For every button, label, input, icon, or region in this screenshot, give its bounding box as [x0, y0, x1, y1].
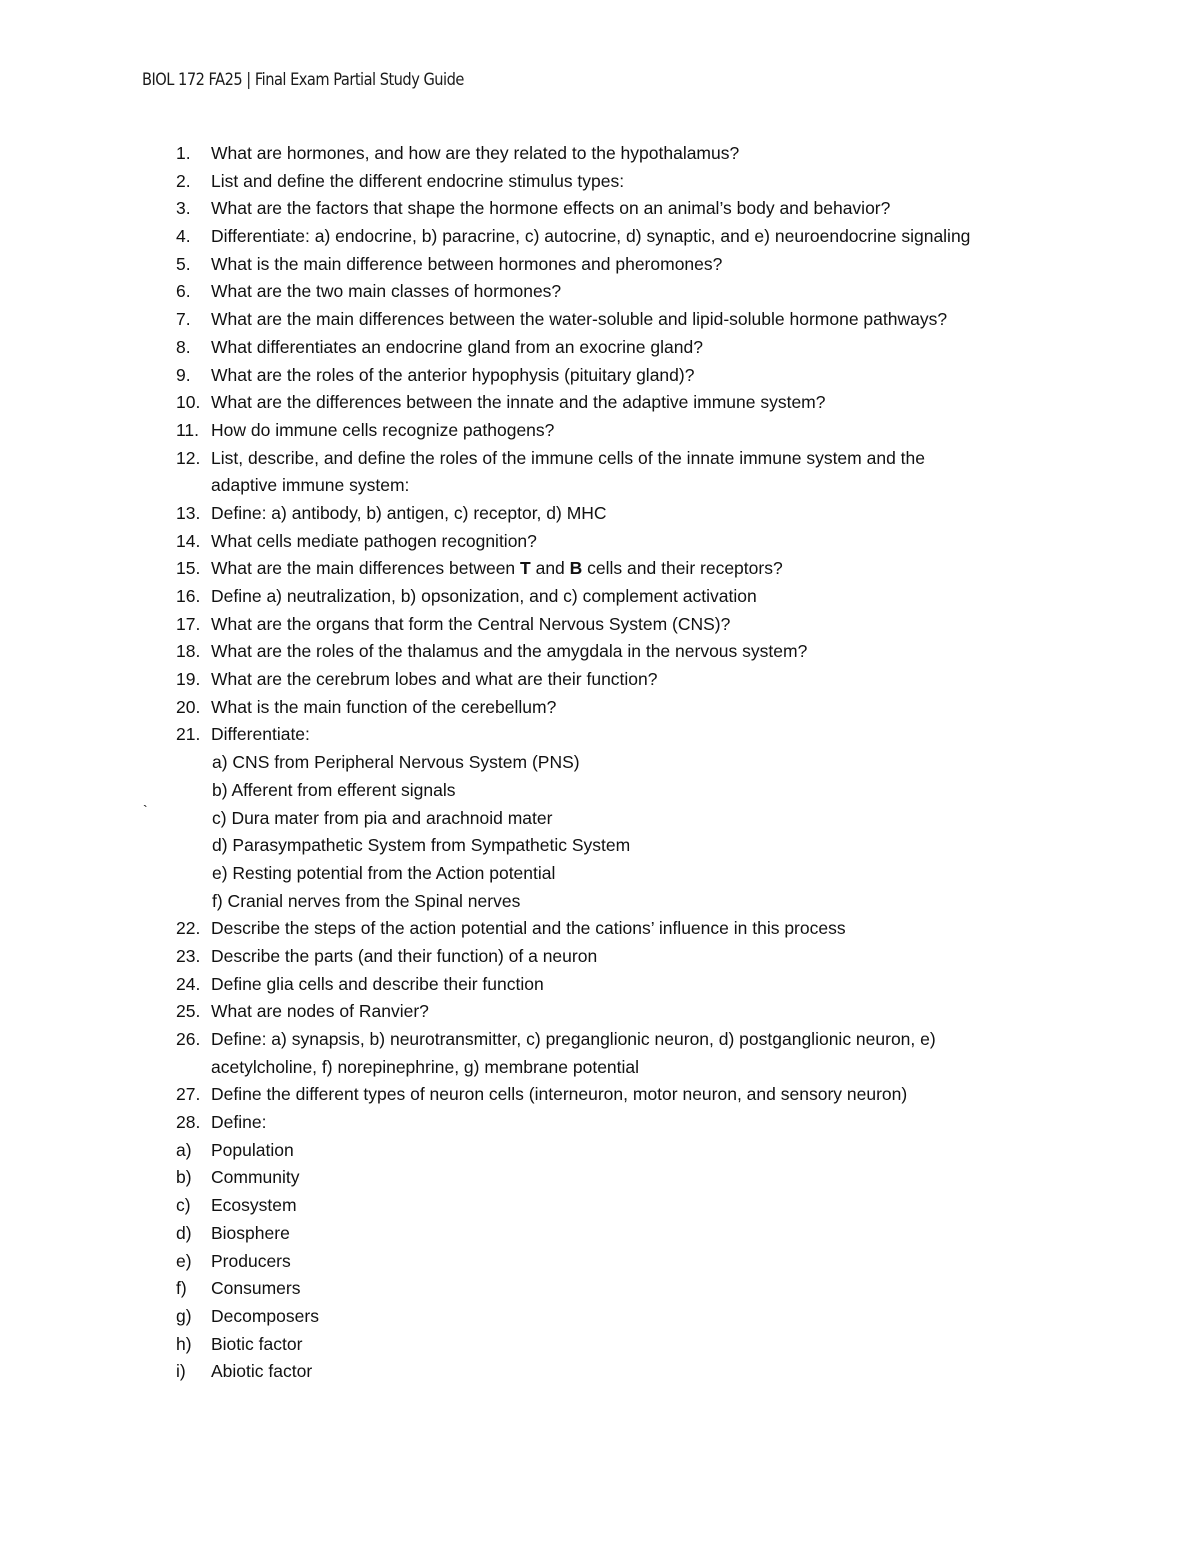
question-text-continued: adaptive immune system: — [211, 475, 410, 496]
question-number: 19. — [176, 669, 201, 690]
question-9 — [0, 362, 1200, 390]
question-23 — [0, 943, 1200, 971]
question-number: 21. — [176, 724, 201, 745]
question-text-part: What are the main differences between — [211, 558, 521, 579]
question-text: How do immune cells recognize pathogens? — [211, 419, 555, 440]
bold-b: B — [569, 558, 583, 579]
question-18 — [0, 638, 1200, 666]
question-16 — [0, 583, 1200, 611]
question-1 — [0, 140, 1200, 168]
term-text: Population — [211, 1139, 294, 1160]
question-number: 6. — [176, 281, 191, 302]
question-17 — [0, 611, 1200, 639]
question-text: What are the roles of the thalamus and the amygdala in the nervous system? — [211, 641, 808, 662]
question-number: 17. — [176, 613, 201, 634]
question-number: 26. — [176, 1029, 201, 1049]
term-text: Decomposers — [211, 1305, 319, 1326]
question-text: What is the main function of the cerebellum? — [211, 696, 557, 717]
question-number: 1. — [176, 143, 191, 163]
question-text: List and define the different endocrine stimulus types: — [211, 170, 625, 191]
question-number: 13. — [176, 502, 201, 523]
question-text: What are the cerebrum lobes and what are their function? — [211, 669, 658, 690]
q28-term — [0, 1164, 1200, 1192]
question-3 — [0, 195, 1200, 223]
q28-term — [0, 1248, 1200, 1276]
question-7 — [0, 306, 1200, 334]
question-20 — [0, 694, 1200, 722]
question-number: 16. — [176, 586, 201, 606]
term-text: Community — [211, 1167, 300, 1188]
term-letter: d) — [176, 1222, 192, 1243]
q28-term — [0, 1192, 1200, 1220]
question-text: Describe the parts (and their function) of a neuron — [211, 945, 598, 966]
q28-term — [0, 1220, 1200, 1248]
question-22 — [0, 915, 1200, 943]
question-text: What are hormones, and how are they related to the hypothalamus? — [211, 143, 740, 163]
question-26 — [0, 1026, 1200, 1054]
subitem-text: b) Afferent from efferent signals — [212, 779, 456, 800]
question-19 — [0, 666, 1200, 694]
question-5 — [0, 251, 1200, 279]
question-number: 18. — [176, 641, 201, 662]
question-13 — [0, 500, 1200, 528]
q28-term — [0, 1137, 1200, 1165]
question-list — [0, 140, 1200, 1386]
question-2 — [0, 168, 1200, 196]
subitem-text: d) Parasympathetic System from Sympathetic System — [212, 835, 631, 856]
q21-subitem — [0, 749, 1200, 777]
question-11 — [0, 417, 1200, 445]
q28-term — [0, 1303, 1200, 1331]
subitem-text: c) Dura mater from pia and arachnoid mater — [212, 807, 553, 828]
stray-mark: ` — [143, 802, 148, 818]
question-24 — [0, 971, 1200, 999]
question-text: What are the factors that shape the hormone effects on an animal’s body and behavior? — [211, 198, 891, 219]
q21-subitem — [0, 805, 1200, 833]
question-number: 23. — [176, 945, 201, 966]
term-letter: h) — [176, 1333, 192, 1354]
question-number: 2. — [176, 170, 191, 191]
question-number: 24. — [176, 973, 201, 994]
question-number: 28. — [176, 1112, 201, 1133]
q28-term — [0, 1275, 1200, 1303]
question-number: 7. — [176, 309, 191, 330]
question-number: 12. — [176, 447, 201, 468]
question-text-part: cells and their receptors? — [582, 558, 783, 579]
question-14 — [0, 528, 1200, 556]
question-text: Define: — [211, 1112, 267, 1133]
term-letter: b) — [176, 1167, 192, 1188]
question-number: 11. — [176, 419, 200, 440]
term-letter: g) — [176, 1305, 192, 1326]
question-number: 20. — [176, 696, 201, 717]
question-number: 25. — [176, 1001, 201, 1022]
question-28 — [0, 1109, 1200, 1137]
term-text: Abiotic factor — [211, 1361, 313, 1382]
question-number: 3. — [176, 198, 191, 219]
question-text: What is the main difference between hormones and pheromones? — [211, 253, 723, 274]
question-text: What cells mediate pathogen recognition? — [211, 530, 537, 551]
question-number: 22. — [176, 918, 201, 939]
question-text: Define the different types of neuron cells (interneuron, motor neuron, and sensory neuron) — [211, 1084, 908, 1105]
bold-t: T — [520, 558, 531, 579]
question-number: 27. — [176, 1084, 201, 1105]
term-letter: i) — [176, 1361, 186, 1382]
question-10 — [0, 389, 1200, 417]
page-header: BIOL 172 FA25 | Final Exam Partial Study Guide — [142, 70, 464, 90]
term-text: Consumers — [211, 1278, 301, 1299]
subitem-text: f) Cranial nerves from the Spinal nerves — [212, 890, 521, 911]
question-text — [211, 555, 783, 583]
question-text: Differentiate: a) endocrine, b) paracrine, c) autocrine, d) synaptic, and e) neuroendocrine signaling — [211, 226, 971, 247]
question-text: What are the two main classes of hormones? — [211, 281, 562, 302]
question-8 — [0, 334, 1200, 362]
q21-subitem — [0, 832, 1200, 860]
question-text: What are the roles of the anterior hypophysis (pituitary gland)? — [211, 364, 695, 385]
question-21 — [0, 721, 1200, 749]
question-text: What are the organs that form the Central Nervous System (CNS)? — [211, 613, 731, 634]
question-26-continued — [0, 1054, 1200, 1082]
question-number: 14. — [176, 530, 201, 551]
q21-subitem — [0, 777, 1200, 805]
question-number: 9. — [176, 364, 191, 385]
question-12 — [0, 445, 1200, 473]
question-text-part: and — [530, 558, 570, 579]
question-text-continued: acetylcholine, f) norepinephrine, g) membrane potential — [211, 1056, 640, 1077]
q28-term — [0, 1331, 1200, 1359]
question-15 — [0, 555, 1200, 583]
question-text: List, describe, and define the roles of the immune cells of the innate immune system and the — [211, 447, 925, 468]
term-text: Biosphere — [211, 1222, 290, 1243]
question-text: Define: a) antibody, b) antigen, c) receptor, d) MHC — [211, 502, 607, 523]
question-number: 15. — [176, 558, 201, 579]
term-letter: f) — [176, 1278, 187, 1299]
term-letter: a) — [176, 1139, 192, 1160]
question-text: Define: a) synapsis, b) neurotransmitter, c) preganglionic neuron, d) postganglionic neuron, e) — [211, 1029, 936, 1049]
term-letter: e) — [176, 1250, 192, 1271]
question-text: Differentiate: — [211, 724, 310, 745]
q21-subitem — [0, 888, 1200, 916]
question-number: 4. — [176, 226, 191, 247]
question-text: What are the main differences between the water-soluble and lipid-soluble hormone pathways? — [211, 309, 948, 330]
term-text: Producers — [211, 1250, 291, 1271]
subitem-text: e) Resting potential from the Action potential — [212, 862, 556, 883]
q28-term — [0, 1358, 1200, 1386]
term-letter: c) — [176, 1195, 191, 1216]
question-number: 8. — [176, 336, 191, 357]
question-4 — [0, 223, 1200, 251]
term-text: Ecosystem — [211, 1195, 297, 1216]
question-text: Describe the steps of the action potential and the cations’ influence in this process — [211, 918, 846, 939]
term-text: Biotic factor — [211, 1333, 303, 1354]
question-27 — [0, 1081, 1200, 1109]
question-number: 10. — [176, 392, 201, 413]
subitem-text: a) CNS from Peripheral Nervous System (PNS) — [212, 752, 580, 773]
question-6 — [0, 278, 1200, 306]
question-text: What are nodes of Ranvier? — [211, 1001, 429, 1022]
question-text: What are the differences between the innate and the adaptive immune system? — [211, 392, 826, 413]
question-text: Define a) neutralization, b) opsonization, and c) complement activation — [211, 586, 757, 606]
question-25 — [0, 998, 1200, 1026]
question-number: 5. — [176, 253, 191, 274]
question-text: Define glia cells and describe their function — [211, 973, 544, 994]
question-text: What differentiates an endocrine gland from an exocrine gland? — [211, 336, 703, 357]
q21-subitem — [0, 860, 1200, 888]
question-12-continued — [0, 472, 1200, 500]
